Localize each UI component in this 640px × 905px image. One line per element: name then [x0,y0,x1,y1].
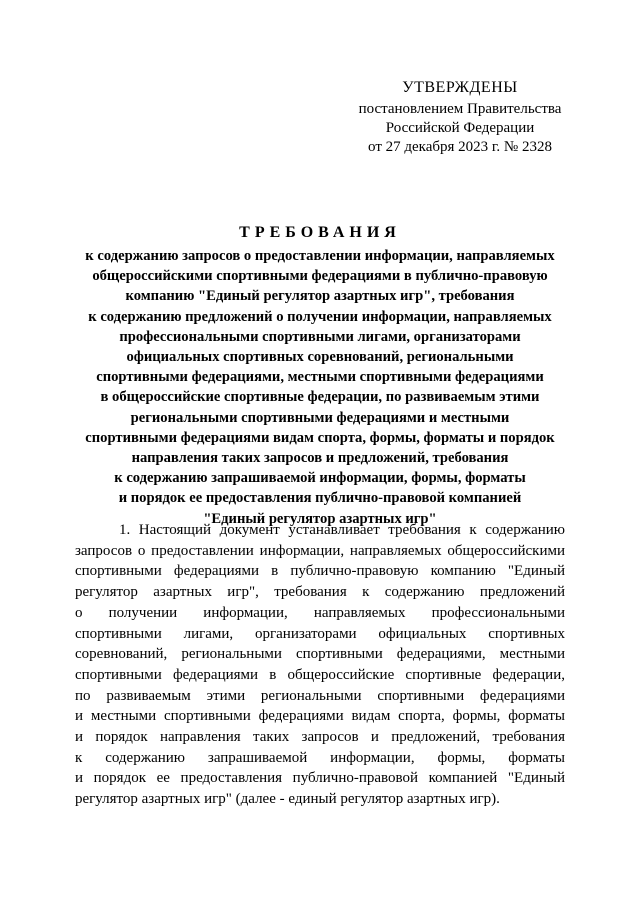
paragraph-1 [75,520,565,810]
subtitle-line: "Единый регулятор азартных игр" [203,510,437,527]
paragraph-line: и местными спортивными федерациями видам спорта, формы, форматы [75,708,565,725]
subtitle-line: спортивными федерациями видам спорта, формы, форматы и порядок [85,429,555,446]
document-title: ТРЕБОВАНИЯ [239,224,401,241]
approval-block [330,78,590,157]
subtitle-line: региональными спортивными федерациями и местными [130,409,510,426]
paragraph-line: и порядок ее предоставления публично-правовой компанией "Единый [75,770,565,787]
subtitle-line: к содержанию предложений о получении информации, направляемых [88,308,552,325]
paragraph-line: о получении информации, направляемых профессиональными [75,604,565,621]
subtitle-line: направления таких запросов и предложений, требования [131,450,509,467]
approval-line: Российской Федерации [385,120,535,136]
paragraph-line: по развиваемым этими региональными спортивными федерациями [75,687,565,704]
approval-line: от 27 декабря 2023 г. № 2328 [368,139,552,155]
paragraph-line: спортивными федерациями в общероссийские спортивные федерации, [75,666,565,683]
subtitle-line: спортивными федерациями, местными спортивными федерациями [96,369,544,386]
paragraph-line: регулятор азартных игр" (далее - единый регулятор азартных игр). [75,791,500,808]
paragraph-line: соревнований, региональными спортивными федерациями, местными [75,646,565,663]
paragraph-line: регулятор азартных игр", требования к содержанию предложений [75,584,565,601]
approval-line: постановлением Правительства [358,101,562,117]
subtitle-line: компанию "Единый регулятор азартных игр", требования [125,288,515,305]
subtitle-line: и порядок ее предоставления публично-правовой компанией [118,490,522,507]
paragraph-line: к содержанию запрашиваемой информации, формы, форматы [75,749,565,766]
subtitle-line: профессиональными спортивными лигами, организаторами [119,328,521,345]
approval-heading: УТВЕРЖДЕНЫ [402,79,518,96]
subtitle-line: к содержанию запросов о предоставлении информации, направляемых [85,248,555,264]
subtitle-line: официальных спортивных соревнований, региональными [126,349,514,366]
paragraph-line: спортивными федерациями в публично-правовую компанию "Единый [75,563,565,580]
subtitle-line: общероссийскими спортивными федерациями в публично-правовую [92,268,548,285]
document-subtitle [60,246,580,529]
paragraph-line: и порядок направления таких запросов и предложений, требования [75,729,565,746]
subtitle-line: к содержанию запрашиваемой информации, формы, форматы [114,470,526,487]
paragraph-line: спортивными лигами, организаторами официальных спортивных [75,625,565,642]
subtitle-line: в общероссийские спортивные федерации, по развиваемым этими [100,389,540,406]
paragraph-line: запросов о предоставлении информации, направляемых общероссийскими [75,542,565,559]
paragraph-line: 1. Настоящий документ устанавливает требования к содержанию [119,522,565,538]
